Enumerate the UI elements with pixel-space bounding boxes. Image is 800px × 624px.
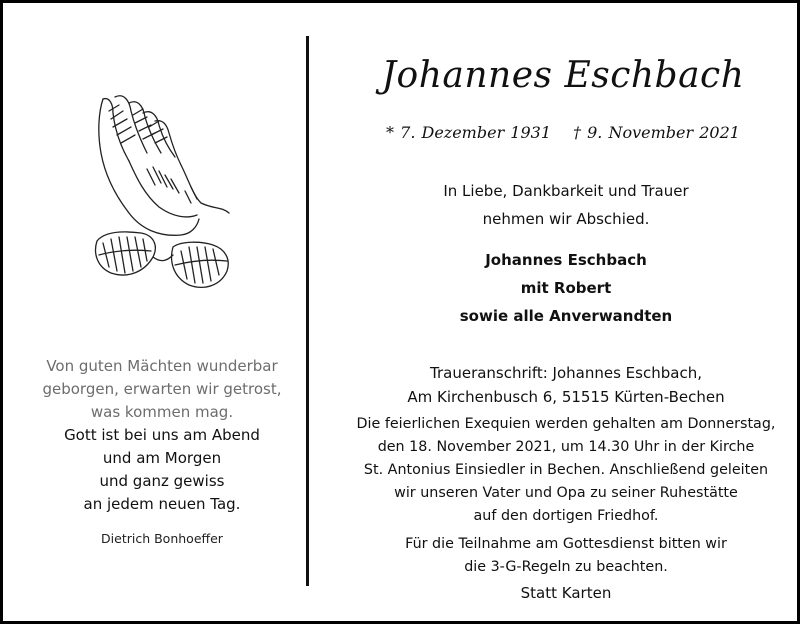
quote-line: Gott ist bei uns am Abend (64, 426, 260, 444)
closing-note: Statt Karten (520, 584, 612, 602)
quote-line: an jedem neuen Tag. (83, 495, 241, 513)
mourning-address (319, 361, 800, 409)
covid-note (319, 533, 800, 579)
mourning-line: In Liebe, Dankbarkeit und Trauer (443, 182, 689, 200)
service-details (319, 413, 800, 528)
address-line: Traueranschrift: Johannes Eschbach, (430, 364, 702, 382)
quote-line: und ganz gewiss (99, 472, 225, 490)
mourning-line: nehmen wir Abschied. (482, 210, 650, 228)
life-dates (323, 123, 800, 142)
quote-line: geborgen, erwarten wir getrost, (42, 380, 282, 398)
covid-note-line: die 3-G-Regeln zu beachten. (464, 559, 668, 575)
birth-date: * 7. Dezember 1931 (386, 123, 552, 142)
quote-line: Von guten Mächten wunderbar (46, 357, 278, 375)
deceased-name: Johannes Eschbach (381, 55, 745, 96)
service-line: St. Antonius Einsiedler in Bechen. Anschließend geleiten (363, 462, 769, 478)
quote-author: Dietrich Bonhoeffer (101, 531, 223, 546)
praying-hands-illustration (89, 91, 234, 296)
death-date: † 9. November 2021 (573, 123, 740, 142)
quote-line: und am Morgen (102, 449, 222, 467)
family-line: Johannes Eschbach (485, 251, 647, 269)
family-names (319, 246, 800, 330)
service-line: den 18. November 2021, um 14.30 Uhr in der Kirche (377, 439, 755, 455)
service-line: wir unseren Vater und Opa zu seiner Ruhestätte (394, 485, 738, 501)
mourning-text (319, 177, 800, 233)
family-line: mit Robert (520, 279, 612, 297)
family-line: sowie alle Anverwandten (459, 307, 673, 325)
quote-line: was kommen mag. (90, 403, 234, 421)
service-line: auf den dortigen Friedhof. (473, 508, 659, 524)
covid-note-line: Für die Teilnahme am Gottesdienst bitten wir (405, 536, 727, 552)
service-line: Die feierlichen Exequien werden gehalten am Donnerstag, (356, 416, 776, 432)
address-line: Am Kirchenbusch 6, 51515 Kürten-Bechen (407, 388, 725, 406)
bonhoeffer-quote (17, 355, 307, 516)
